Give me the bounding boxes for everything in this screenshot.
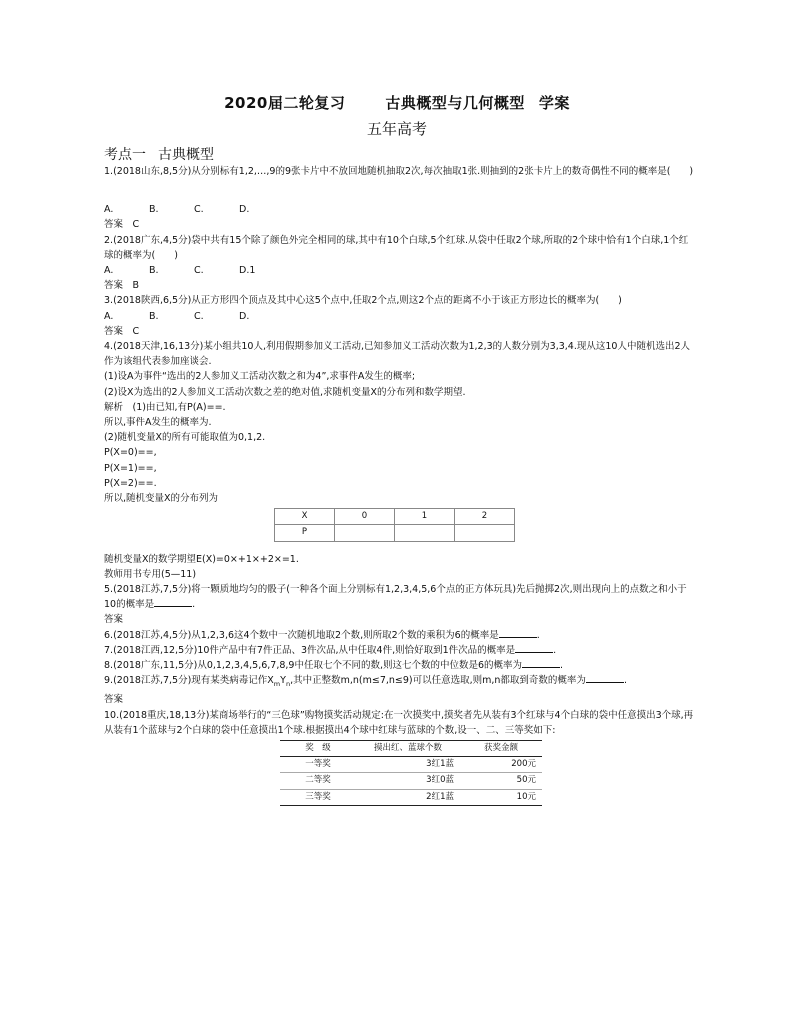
option-a: A. xyxy=(104,265,114,277)
answer-blank xyxy=(586,673,624,683)
question-9-answer: 答案 xyxy=(104,694,124,706)
question-1-answer: 答案 C xyxy=(104,219,140,231)
table-cell: 二等奖 xyxy=(280,773,356,789)
question-4-solution-8: 随机变量X的数学期望E(X)=0×+1×+2×=1. xyxy=(104,553,299,565)
section-heading xyxy=(104,144,214,164)
question-9-text: 9.(2018江苏,7,5分)现有某类病毒记作$X_mY_n$,其中正整数m,n(m≤7,n≤9)可以任意选取,则m,n都取到奇数的概率为 . xyxy=(104,675,627,689)
document-body xyxy=(104,164,694,806)
question-1-options xyxy=(104,202,694,217)
doc-type-label: 学案 xyxy=(538,94,570,112)
document-title xyxy=(0,92,794,113)
option-b: B. xyxy=(149,310,159,322)
table-cell xyxy=(455,525,515,541)
question-4-solution-3: (2)随机变量X的所有可能取值为0,1,2. xyxy=(104,432,266,444)
table-cell: 3红1蓝 xyxy=(356,757,460,773)
question-4-part-1: (1)设A为事件“选出的2人参加义工活动次数之和为4”,求事件A发生的概率; xyxy=(104,371,416,383)
question-2-options xyxy=(104,263,694,278)
question-6-text: 6.(2018江苏,4,5分)从1,2,3,6这4个数中一次随机地取2个数,则所取2个数的乘积为6的概率是 . xyxy=(104,629,540,641)
question-5-text: 5.(2018江苏,7,5分)将一颗质地均匀的骰子(一种各个面上分别标有1,2,3,4,5,6个点的正方体玩具)先后抛掷2次,则出现向上的点数之和小于10的概率是 . xyxy=(104,584,687,611)
question-7-text: 7.(2018江西,12,5分)10件产品中有7件正品、3件次品,从中任取4件,则恰好取到1件次品的概率是 . xyxy=(104,644,557,656)
option-c: C. xyxy=(194,265,204,277)
table-cell: 2 xyxy=(455,509,515,525)
document-subtitle: 五年高考 xyxy=(366,120,427,138)
column-header: 获奖金额 xyxy=(460,741,542,757)
course-label: 2020届二轮复习 xyxy=(224,94,346,112)
table-cell xyxy=(395,525,455,541)
option-d: D.1 xyxy=(239,265,256,277)
question-4-solution-4: P(X=0)==, xyxy=(104,447,157,459)
answer-blank xyxy=(154,597,192,607)
table-row xyxy=(280,757,542,773)
section-name: 古典概型 xyxy=(158,147,214,163)
column-header: 奖 级 xyxy=(280,741,356,757)
table-row xyxy=(275,509,515,525)
distribution-table xyxy=(274,508,515,541)
table-cell: 3红0蓝 xyxy=(356,773,460,789)
question-4-solution-2: 所以,事件A发生的概率为. xyxy=(104,417,212,429)
table-row xyxy=(275,525,515,541)
option-d: D. xyxy=(239,204,250,216)
question-8-text: 8.(2018广东,11,5分)从0,1,2,3,4,5,6,7,8,9中任取七个不同的数,则这七个数的中位数是6的概率为 . xyxy=(104,660,564,672)
table-header-row xyxy=(280,741,542,757)
table-cell: 三等奖 xyxy=(280,789,356,805)
topic-label: 古典概型与几何概型 xyxy=(385,94,525,112)
question-4-solution-6: P(X=2)==. xyxy=(104,477,157,489)
question-10-text: 10.(2018重庆,18,13分)某商场举行的“三色球”购物摸奖活动规定:在一次摸奖中,摸奖者先从装有3个红球与4个白球的袋中任意摸出3个球,再从装有1个蓝球与2个白球的袋中任意摸出1个球.根据摸出4个球中红球与蓝球的个数,设一、二、三等奖如下: xyxy=(104,709,694,736)
column-header: 摸出红、蓝球个数 xyxy=(356,741,460,757)
answer-blank xyxy=(499,628,537,638)
table-row xyxy=(280,773,542,789)
option-a: A. xyxy=(104,204,114,216)
answer-blank xyxy=(515,643,553,653)
option-b: B. xyxy=(149,204,159,216)
option-c: C. xyxy=(194,204,204,216)
question-3-answer: 答案 C xyxy=(104,325,140,337)
answer-blank xyxy=(522,658,560,668)
question-2-answer: 答案 B xyxy=(104,280,140,292)
table-cell: 2红1蓝 xyxy=(356,789,460,805)
table-cell: 0 xyxy=(335,509,395,525)
question-4-solution-5: P(X=1)==, xyxy=(104,462,157,474)
question-4-solution-1: 解析 (1)由已知,有P(A)==. xyxy=(104,401,226,413)
question-3-options xyxy=(104,309,694,324)
table-cell: 200元 xyxy=(460,757,542,773)
option-b: B. xyxy=(149,265,159,277)
question-4-part-2: (2)设X为选出的2人参加义工活动次数之差的绝对值,求随机变量X的分布列和数学期望. xyxy=(104,386,466,398)
teacher-note: 教师用书专用(5—11) xyxy=(104,568,197,580)
prize-table xyxy=(280,740,542,806)
question-4-text: 4.(2018天津,16,13分)某小组共10人,利用假期参加义工活动,已知参加义工活动次数为1,2,3的人数分别为3,3,4.现从这10人中随机选出2人作为该组代表参加座谈会. xyxy=(104,341,690,368)
question-5-answer: 答案 xyxy=(104,614,124,626)
table-cell: 1 xyxy=(395,509,455,525)
table-cell: P xyxy=(275,525,335,541)
table-cell: 10元 xyxy=(460,789,542,805)
section-label: 考点一 xyxy=(104,147,146,163)
option-c: C. xyxy=(194,310,204,322)
table-row xyxy=(280,789,542,805)
table-cell: 50元 xyxy=(460,773,542,789)
table-cell: 一等奖 xyxy=(280,757,356,773)
table-cell xyxy=(335,525,395,541)
question-1-text: 1.(2018山东,8,5分)从分别标有1,2,…,9的9张卡片中不放回地随机抽取2次,每次抽取1张.则抽到的2张卡片上的数奇偶性不同的概率是( ) xyxy=(104,166,694,177)
question-3-text: 3.(2018陕西,6,5分)从正方形四个顶点及其中心这5个点中,任取2个点,则这2个点的距离不小于该正方形边长的概率为( ) xyxy=(104,295,622,307)
question-2-text: 2.(2018广东,4,5分)袋中共有15个除了颜色外完全相同的球,其中有10个白球,5个红球.从袋中任取2个球,所取的2个球中恰有1个白球,1个红球的概率为( ) xyxy=(104,234,689,261)
table-cell: X xyxy=(275,509,335,525)
option-d: D. xyxy=(239,310,250,322)
option-a: A. xyxy=(104,310,114,322)
question-4-solution-7: 所以,随机变量X的分布列为 xyxy=(104,493,219,505)
